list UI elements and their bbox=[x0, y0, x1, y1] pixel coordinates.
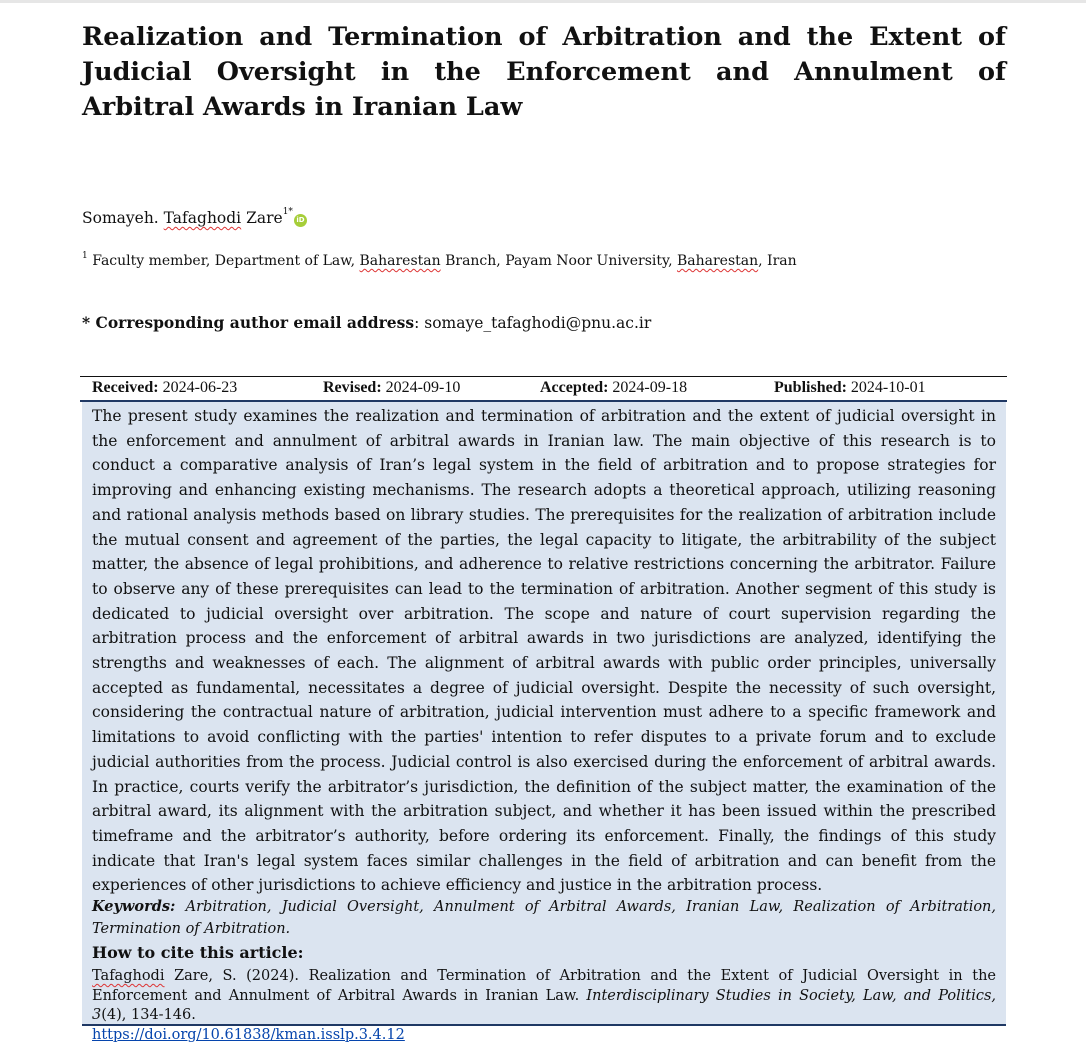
author-first-name: Somayeh. bbox=[82, 209, 159, 227]
affiliation-text-1: Faculty member, Department of Law, bbox=[92, 253, 360, 269]
abstract-text: The present study examines the realization and termination of arbitration and the extent of judicial oversight in the enforcement and annulment of arbitral awards in Iranian law. The main objective of this research is to conduct a comparative analysis of Iran’s legal system in the field of arbitration and to propose strategies for improving and enhancing existing mechanisms. The research adopts a theoretical approach, utilizing reasoning and rational analysis methods based on library studies. The prerequisites for the realization of arbitration include the mutual consent and agreement of the parties, the legal capacity to litigate, the arbitrability of the subject matter, the absence of legal prohibitions, and adherence to relative restrictions concerning the arbitrator. Failure to observe any of these prerequisites can lead to the termination of arbitration. Another segment of this study is dedicated to judicial oversight over arbitration. The scope and nature of court supervision regarding the arbitration process and the enforcement of arbitral awards in two jurisdictions are analyzed, identifying the strengths and weaknesses of each. The alignment of arbitral awards with public order principles, universally accepted as fundamental, necessitates a degree of judicial oversight. Despite the necessity of such oversight, considering the contractual nature of arbitration, judicial intervention must adhere to a specific framework and limitations to avoid conflicting with the parties' intention to refer disputes to a private forum and to exclude judicial authorities from the process. Judicial control is also exercised during the enforcement of arbitral awards. In practice, courts verify the arbitrator’s jurisdiction, the definition of the subject matter, the examination of the arbitral award, its alignment with the arbitration subject, and whether it has been issued within the prescribed timeframe and the arbitrator’s authority, before ordering its enforcement. Finally, the findings of this study indicate that Iran's legal system faces similar challenges in the field of arbitration and can benefit from the experiences of other jurisdictions to achieve efficiency and justice in the arbitration process. bbox=[92, 407, 996, 895]
top-separator bbox=[0, 0, 1086, 3]
author-last-name-2: Zare bbox=[246, 209, 283, 227]
corresponding-email[interactable]: somaye_tafaghodi@pnu.ac.ir bbox=[424, 314, 652, 332]
citation-journal: Interdisciplinary Studies in Society, Law, and Politics, 3 bbox=[92, 987, 996, 1023]
date-published: Published: 2024-10-01 bbox=[774, 379, 926, 396]
author-last-name: Tafaghodi bbox=[163, 209, 242, 227]
article-title: Realization and Termination of Arbitration and the Extent of Judicial Oversight in the Enforcement and Annulment of Arbitral Awards in Iranian Law bbox=[82, 22, 1006, 122]
corresponding-label: * Corresponding author email address bbox=[82, 313, 415, 332]
citation bbox=[92, 967, 996, 1045]
citation-text: Zare, S. (2024). Realization and Termination of Arbitration and the Extent of Judicial Oversight in the Enforcement and Annulment of Arbitral Awards in Iranian Law. bbox=[92, 968, 996, 1004]
keywords bbox=[92, 896, 996, 940]
dates-bar bbox=[80, 376, 1007, 402]
orcid-icon[interactable]: iD bbox=[294, 214, 307, 227]
keywords-label: Keywords: bbox=[92, 898, 176, 915]
affiliation-superscript: 1 bbox=[82, 251, 88, 261]
affiliation-text-2: Branch, Payam Noor University, bbox=[440, 253, 677, 269]
author-line bbox=[82, 209, 307, 227]
abstract-box bbox=[82, 402, 1006, 1043]
date-revised: Revised: 2024-09-10 bbox=[323, 379, 461, 396]
corresponding-separator: : bbox=[414, 314, 425, 332]
author-superscript: 1* bbox=[282, 207, 293, 217]
citation-issue: (4), 134-146. bbox=[101, 1007, 196, 1023]
affiliation-place-1: Baharestan bbox=[359, 253, 441, 269]
affiliation-place-2: Baharestan bbox=[676, 253, 759, 269]
affiliation-text-3: , Iran bbox=[758, 253, 797, 269]
citation-author: Tafaghodi bbox=[92, 968, 165, 984]
corresponding-author bbox=[82, 313, 651, 332]
date-received: Received: 2024-06-23 bbox=[92, 379, 238, 396]
keywords-text: Arbitration, Judicial Oversight, Annulment of Arbitral Awards, Iranian Law, Realization of Arbitration, Termination of Arbitration. bbox=[92, 899, 997, 937]
date-accepted: Accepted: 2024-09-18 bbox=[540, 379, 688, 396]
doi-link[interactable]: https://doi.org/10.61838/kman.isslp.3.4.12 bbox=[92, 1026, 405, 1043]
how-to-cite-heading: How to cite this article: bbox=[92, 943, 304, 962]
affiliation bbox=[82, 253, 797, 269]
